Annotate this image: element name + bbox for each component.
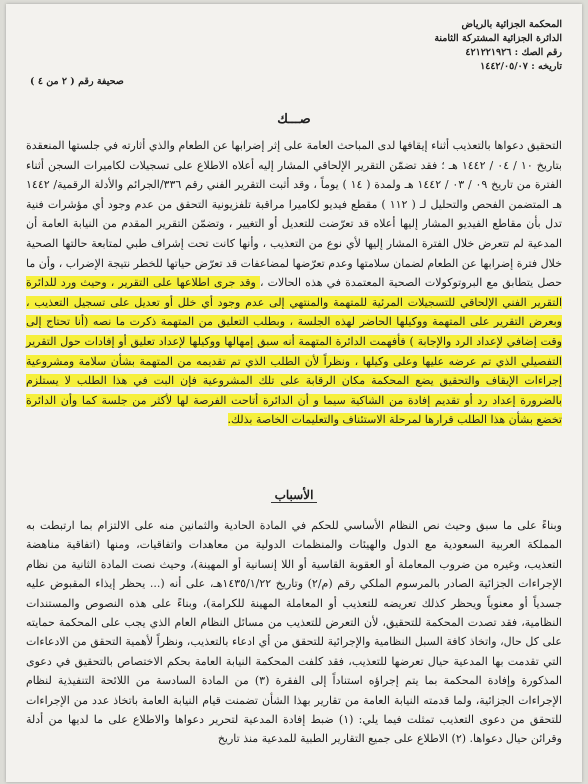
- circuit-name: الدائرة الجزائية المشتركة الثامنة: [434, 33, 562, 44]
- reasons-heading: [6, 488, 582, 502]
- document-header: [22, 18, 562, 98]
- main-paragraph: [26, 136, 562, 430]
- case-number-label: رقم الصك :: [514, 47, 562, 58]
- date-value: ١٤٤٢/٠٥/٠٧: [480, 61, 528, 72]
- page-info: صحيفة رقم ( ٢ من ٤ ): [30, 76, 124, 87]
- court-name: المحكمة الجزائية بالرياض: [461, 19, 562, 30]
- highlighted-text: وقد جرى اطلاعها على التقرير ، وحيث ورد للدائرة التقرير الفني الإلحاقي للتسجيلات المرئية للمتهمة والمنتهي إلى عدم وجود أي خلل أو تعديل على تسجيل التعذيب ، وبعرض التقرير على المتهمة ووكيلها الحاضر لهذه الجلسة ، وبطلب التعليق من المتهمة ذكرت ما نصه (أنا تحتاج إلى وقت إضافي لإعداد الرد والإجابة ) فأفهمت الدائرة المتهمة أنه سبق إمهالها ووكيلها لإعداد تعليق أو إفادات حول التقرير التفصيلي الذي تم عرضه عليها وعلى وكيلها ، ونظراً لأن الطلب الذي تم تقديمه من المتهمة بشأن سلامة ومشروعية إجراءات الإيقاف والتحقيق يضع المحكمة مكان الرقابة على تلك المشروعية فإن البت في هذا الطلب لا يستلزم بالضرورة إعداد رد أو تقديم إفادة من الشاكية سيما و أن الدائرة أتاحت الفرصة لها لأكثر من جلسة كما وأن الدائرة تخضع بشأن هذا الطلب قرارها لمرحلة الاستئناف والتعليمات الخاصة بذلك.: [26, 276, 562, 427]
- date-row: [434, 60, 562, 74]
- case-number: ٤٢١٢٢١٩٢٦: [465, 47, 512, 58]
- document-title: صـــك: [277, 112, 311, 127]
- reasons-text: وبناءً على ما سبق وحيث نص النظام الأساسي للحكم في المادة الحادية والثمانين منه على الالتزام بما ارتبطت به المملكة العربية السعودية مع الدول والهيئات والمنظمات الدولية من معاهدات واتفاقيات، ومنها (اتفاقية مناهضة التعذيب، وغيره من ضروب المعاملة أو العقوبة القاسية أو اللا إنسانية أو المهينة)، وحيث نصت المادة الثانية من نظام الإجراءات الجزائية الصادر بالمرسوم الملكي رقم (م/٢) وتاريخ ١٤٣٥/١/٢٢هـ، على أنه (... يحظر إيذاء المقبوض عليه جسدياً أو معنوياً ويحظر كذلك تعريضه للتعذيب أو المعاملة المهينة للكرامة)، وبناءً على هذه النصوص والمستندات النظامية، فقد تصدت المحكمة للتحقيق، لأن التعرض للتعذيب من مسائل النظام العام الذي يجب على المحكمة حمايته على كل حال، واتخاذ كافة السبل النظامية والإجرائية للتحقق من أي ادعاء بالتعذيب، ونظراً لأهمية التحقق من الادعاءات التي تقدمت بها المدعية حيال تعرضها للتعذيب، فقد كلفت المحكمة النيابة العامة بحكم الاختصاص بالتحقيق في دعوى المذكورة وإفادة المحكمة بما يتم إجراؤه استناداً إلى الفقرة (٣) من المادة السادسة من اللائحة التنفيذية لنظام الإجراءات الجزائية، ولما قدمته النيابة العامة من تقارير بهذا الشأن تضمنت قيام النيابة العامة باتخاذ عدد من الإجراءات للتحقق من دعوى التعذيب تمثلت فيما يلي: (١) ضبط إفادة المدعية لتحرير دعواها والاطلاع على ما لديها من أدلة وقرائن حيال دعواها. (٢) الاطلاع على جميع التقارير الطبية للمدعية منذ تاريخ: [26, 519, 562, 746]
- paragraph-text: التحقيق دعواها بالتعذيب أثناء إيقافها لدى المباحث العامة على إثر إضرابها عن الطعام والذي أثارته في جلستها المنعقدة بتاريخ ١٠ / ٠٤ / ١٤٤٢ هـ ؛ فقد تضمّن التقرير الإلحاقي المشار إليه أعلاه الاطلاع على تسجيلات لكاميرات السجن أثناء الفترة من تاريخ ٠٩ / ٠٣ / ١٤٤٢ هـ ولمدة ( ١٤ ) يوماً ، وقد أثبت التقرير الفني رقم ٣٣٦/الجرائم والأدلة الرقمية/ ١٤٤٢ هـ المتضمن الفحص والتحليل لـ ( ١١٢ ) مقطع فيديو لكاميرا مراقبة تلفزيونية التحقق من عدم وجود أي مؤشرات فنية تدل بأن مقاطع الفيديو المشار إليها أعلاه قد تعرّضت للتعديل أو التغيير ، وتضمّن التقرير المقدم من النيابة العامة أن المدعية لم تتعرض خلال الفترة المشار إليها لأي نوع من التعذيب ، وأنها كانت تحت إشراف طبي لمتابعة حالتها الصحية خلال فترة إضرابها عن الطعام لضمان سلامتها وعدم تعرّضها لمضاعفات قد تعرّض حياتها للخطر نتيجة الإضراب ، وأن ما حصل يتطابق مع البروتوكولات الصحية المعتمدة في هذه الحالات ،: [26, 139, 563, 290]
- date-label: تاريخه :: [531, 61, 562, 72]
- court-info: [434, 18, 562, 74]
- document-page: [6, 4, 582, 782]
- reasons-heading-text: الأسباب: [271, 488, 318, 503]
- case-number-row: [434, 46, 562, 60]
- reasons-paragraph: [26, 516, 562, 749]
